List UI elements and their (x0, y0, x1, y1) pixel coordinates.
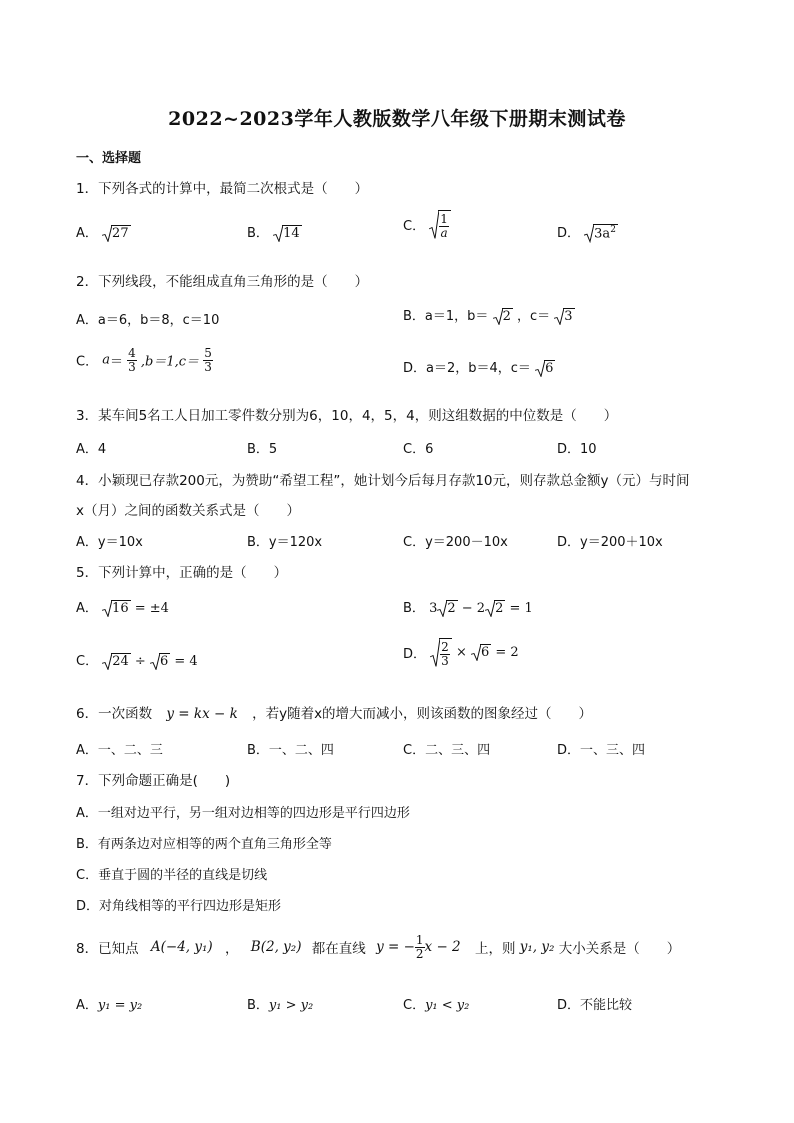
q8-option-a[interactable]: A．y₁ = y₂ (76, 998, 143, 1013)
question-3-stem: 3．某车间5名工人日加工零件数分别为6，10，4，5，4，则这组数据的中位数是（ ） (76, 408, 618, 424)
q3-option-c[interactable]: C．6 (403, 442, 434, 457)
question-7-stem: 7．下列命题正确是( ) (76, 773, 231, 789)
q2-option-c[interactable]: C． a＝ $\frac{4}{3}$ ,b＝1,c＝ $\frac{5}{3}$ (76, 346, 212, 374)
q7-option-c[interactable]: C．垂直于圆的半径的直线是切线 (76, 868, 268, 883)
fraction: $\frac{5}{3}$ (204, 346, 212, 374)
sqrt: 6 (150, 653, 170, 670)
fraction: $\frac{4}{3}$ (128, 346, 136, 374)
question-2-stem: 2．下列线段，不能组成直角三角形的是（ ） (76, 274, 369, 290)
q2-option-a[interactable]: A．a＝6，b＝8，c＝10 (76, 313, 220, 328)
q6-option-b[interactable]: B．一、二、四 (247, 743, 334, 758)
fraction: $\frac{2}{3}$ (441, 640, 449, 668)
q5-option-a[interactable]: A． 16 = ±4 (76, 600, 169, 616)
sqrt: 2 (493, 308, 513, 325)
q2-option-b[interactable]: B．a＝1，b＝ 2 ，c＝ 3 (403, 308, 573, 324)
q6-option-d[interactable]: D．一、三、四 (557, 743, 646, 758)
q4-option-a[interactable]: A．y＝10x (76, 535, 143, 550)
q2-option-d[interactable]: D．a＝2，b＝4，c＝ 6 (403, 360, 554, 376)
question-6-stem: 6．一次函数 y = kx − k ，若y随着x的增大而减小，则该函数的图象经过（ ） (76, 706, 593, 722)
q8-option-b[interactable]: B．y₁ > y₂ (247, 998, 314, 1013)
q3-option-b[interactable]: B．5 (247, 442, 278, 457)
question-8-stem: 8．已知点 A(−4, y₁) ， B(2, y₂) 都在直线 y = − $\frac{1}{2}$ x − 2 上，则 y₁, y₂ 大小关系是（ ） (76, 933, 681, 961)
question-4-stem-line2: x（月）之间的函数关系式是（ ） (76, 503, 300, 519)
q6-option-a[interactable]: A．一、二、三 (76, 743, 163, 758)
q4-option-b[interactable]: B．y＝120x (247, 535, 323, 550)
sqrt: 6 (471, 644, 491, 661)
q4-option-d[interactable]: D．y＝200＋10x (557, 535, 663, 550)
sqrt: 2 (485, 600, 505, 617)
q3-option-d[interactable]: D．10 (557, 442, 597, 457)
q7-option-b[interactable]: B．有两条边对应相等的两个直角三角形全等 (76, 837, 332, 852)
question-4-stem-line1: 4．小颖现已存款200元，为赞助“希望工程”，她计划今后每月存款10元，则存款总金额y（元）与时间 (76, 473, 690, 489)
sqrt: 2 (437, 600, 457, 617)
q5-option-d[interactable]: D． $\frac{2}{3}$ × 6 = 2 (403, 640, 519, 668)
question-1-stem: 1．下列各式的计算中，最简二次根式是（ ） (76, 181, 369, 197)
fraction: $\frac{1}{2}$ (415, 933, 424, 961)
q1-option-c[interactable]: C． $\frac{1}{a}$ (403, 210, 451, 239)
q8-option-d[interactable]: D．不能比较 (557, 998, 633, 1013)
sqrt: 6 (535, 360, 555, 377)
sqrt (429, 210, 451, 239)
q8-option-c[interactable]: C．y₁ < y₂ (403, 998, 470, 1013)
q6-option-c[interactable]: C．二、三、四 (403, 743, 491, 758)
question-5-stem: 5．下列计算中，正确的是（ ） (76, 565, 288, 581)
q1-option-b[interactable]: B． 14 (247, 225, 300, 241)
q7-option-a[interactable]: A．一组对边平行，另一组对边相等的四边形是平行四边形 (76, 806, 410, 821)
sqrt: 16 (102, 600, 131, 617)
q3-option-a[interactable]: A．4 (76, 442, 107, 457)
q5-option-c[interactable]: C． 24 ÷ 6 = 4 (76, 653, 198, 669)
sqrt: 24 (102, 653, 131, 670)
q1-option-d[interactable]: D． $3a^2$ (557, 225, 616, 242)
q7-option-d[interactable]: D．对角线相等的平行四边形是矩形 (76, 899, 282, 914)
q1-option-a[interactable]: A． 27 (76, 225, 129, 241)
sqrt: 14 (273, 225, 302, 242)
sqrt: 3 (554, 308, 574, 325)
sqrt: $3a^2$ (584, 224, 618, 243)
q4-option-c[interactable]: C．y＝200－10x (403, 535, 508, 550)
section-heading: 一、选择题 (76, 151, 142, 166)
sqrt: 27 (102, 225, 131, 242)
exam-title: 2022~2023学年人教版数学八年级下册期末测试卷 (168, 108, 626, 130)
sqrt (430, 638, 452, 667)
fraction: $\frac{1}{a}$ (440, 212, 448, 240)
function-expression: y = kx − k (166, 706, 238, 722)
q5-option-b[interactable]: B． 3 2 − 2 2 = 1 (403, 600, 533, 616)
